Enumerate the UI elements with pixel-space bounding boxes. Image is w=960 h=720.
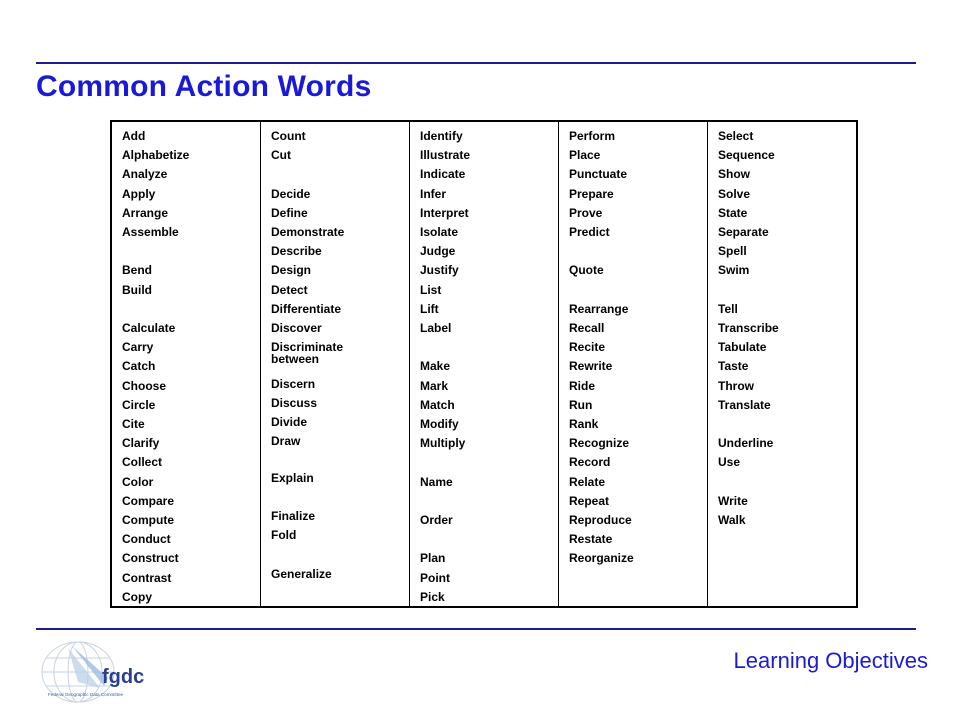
action-word: Order: [420, 513, 453, 527]
action-word: List: [420, 282, 442, 297]
action-word: Sequence: [718, 148, 775, 163]
action-word: Walk: [718, 513, 746, 527]
action-word: Use: [718, 455, 741, 470]
action-word: Show: [718, 167, 750, 182]
action-word: Assemble: [122, 225, 179, 239]
action-word: Mark: [420, 378, 449, 393]
action-word: Prove: [569, 205, 603, 220]
action-word: Catch: [122, 359, 156, 374]
action-word: Discuss: [271, 395, 318, 410]
action-word: Run: [569, 397, 593, 412]
action-word: Demonstrate: [271, 225, 345, 239]
bottom-rule: [36, 628, 916, 630]
action-words-table: [110, 120, 858, 608]
action-word: Solve: [718, 186, 751, 201]
action-word: Bend: [122, 263, 152, 278]
logo-text: fgdc: [102, 666, 145, 688]
action-word: Finalize: [271, 509, 316, 524]
action-word: Swim: [718, 263, 750, 278]
action-word: Label: [420, 321, 452, 335]
action-word: Calculate: [122, 321, 176, 335]
action-word: Collect: [122, 455, 163, 470]
action-word: Divide: [271, 415, 308, 430]
action-word: Compare: [122, 493, 175, 508]
action-word: Translate: [718, 397, 771, 412]
action-word: Multiply: [420, 436, 466, 451]
action-word: Punctuate: [569, 167, 628, 182]
action-word: Restate: [569, 532, 613, 547]
action-word: Lift: [420, 301, 439, 316]
action-word: Choose: [122, 378, 167, 393]
action-word: Build: [122, 282, 152, 297]
action-word: Arrange: [122, 205, 169, 220]
action-word: Record: [569, 455, 611, 470]
action-word: Write: [718, 493, 748, 508]
action-word: Discover: [271, 321, 322, 335]
action-word: Explain: [271, 470, 314, 485]
action-word: Recite: [569, 340, 606, 355]
action-word: Recall: [569, 321, 605, 335]
action-word: Circle: [122, 397, 156, 412]
word-column: [707, 122, 856, 606]
action-word: Point: [420, 570, 450, 585]
action-word: Draw: [271, 434, 301, 449]
action-word: Predict: [569, 225, 610, 239]
action-word: Decide: [271, 186, 311, 201]
action-word: Justify: [420, 263, 459, 278]
action-word: Plan: [420, 551, 446, 566]
action-word: Define: [271, 205, 308, 220]
action-word: Reorganize: [569, 551, 634, 566]
action-word: Match: [420, 397, 455, 412]
action-word: Relate: [569, 474, 606, 489]
action-word: Select: [718, 129, 754, 143]
word-column: [112, 122, 260, 606]
action-word: Transcribe: [718, 321, 779, 335]
action-word: Repeat: [569, 493, 610, 508]
action-word: Analyze: [122, 167, 168, 182]
action-word: Construct: [122, 551, 179, 566]
action-word: Apply: [122, 186, 156, 201]
action-word: Contrast: [122, 570, 172, 585]
action-word: Name: [420, 474, 453, 489]
action-word: Indicate: [420, 167, 466, 182]
logo-subtext: Federal Geographic Data Committee: [48, 692, 124, 697]
action-word: Count: [271, 129, 306, 143]
action-word: Describe: [271, 244, 322, 259]
action-word: Ride: [569, 378, 596, 393]
action-word: Taste: [718, 359, 749, 374]
action-word: Rank: [569, 417, 599, 431]
action-word: Tabulate: [718, 340, 767, 355]
footer-label: Learning Objectives: [733, 648, 928, 673]
action-word: Spell: [718, 244, 747, 259]
word-column: [409, 122, 558, 606]
action-word: Discern: [271, 376, 316, 391]
word-column: [260, 122, 409, 606]
action-word: Prepare: [569, 186, 614, 201]
action-word: Cite: [122, 417, 145, 431]
action-word: Tell: [718, 301, 738, 316]
action-word: Illustrate: [420, 148, 471, 163]
action-word: Rearrange: [569, 301, 629, 316]
top-rule: [36, 62, 916, 64]
action-word: Conduct: [122, 532, 171, 547]
action-word: Perform: [569, 129, 616, 143]
action-word: Reproduce: [569, 513, 632, 527]
action-word: Rewrite: [569, 359, 613, 374]
action-word: Clarify: [122, 436, 160, 451]
action-word: State: [718, 205, 748, 220]
action-word: Discriminate between: [271, 340, 344, 367]
action-word: Make: [420, 359, 451, 374]
action-word: Throw: [718, 378, 754, 393]
action-word: Add: [122, 129, 146, 143]
action-word: Infer: [420, 186, 447, 201]
action-word: Pick: [420, 589, 445, 604]
action-word: Alphabetize: [122, 148, 190, 163]
action-word: Design: [271, 263, 312, 278]
action-word: Compute: [122, 513, 174, 527]
fgdc-logo: [38, 636, 208, 710]
action-word: Interpret: [420, 205, 469, 220]
action-word: Fold: [271, 528, 297, 543]
action-word: Separate: [718, 225, 769, 239]
action-word: Detect: [271, 282, 308, 297]
action-word: Carry: [122, 340, 154, 355]
action-word: Isolate: [420, 225, 459, 239]
slide-title: Common Action Words: [36, 70, 372, 103]
action-word: Underline: [718, 436, 774, 451]
action-word: Copy: [122, 589, 152, 604]
action-word: Color: [122, 474, 154, 489]
word-column: [558, 122, 707, 606]
action-word: Place: [569, 148, 601, 163]
action-word: Generalize: [271, 566, 332, 581]
action-word: Identify: [420, 129, 463, 143]
action-word: Differentiate: [271, 301, 342, 316]
action-word: Judge: [420, 244, 456, 259]
action-word: Cut: [271, 148, 291, 163]
action-word: Modify: [420, 417, 459, 431]
action-word: Quote: [569, 263, 604, 278]
action-word: Recognize: [569, 436, 630, 451]
